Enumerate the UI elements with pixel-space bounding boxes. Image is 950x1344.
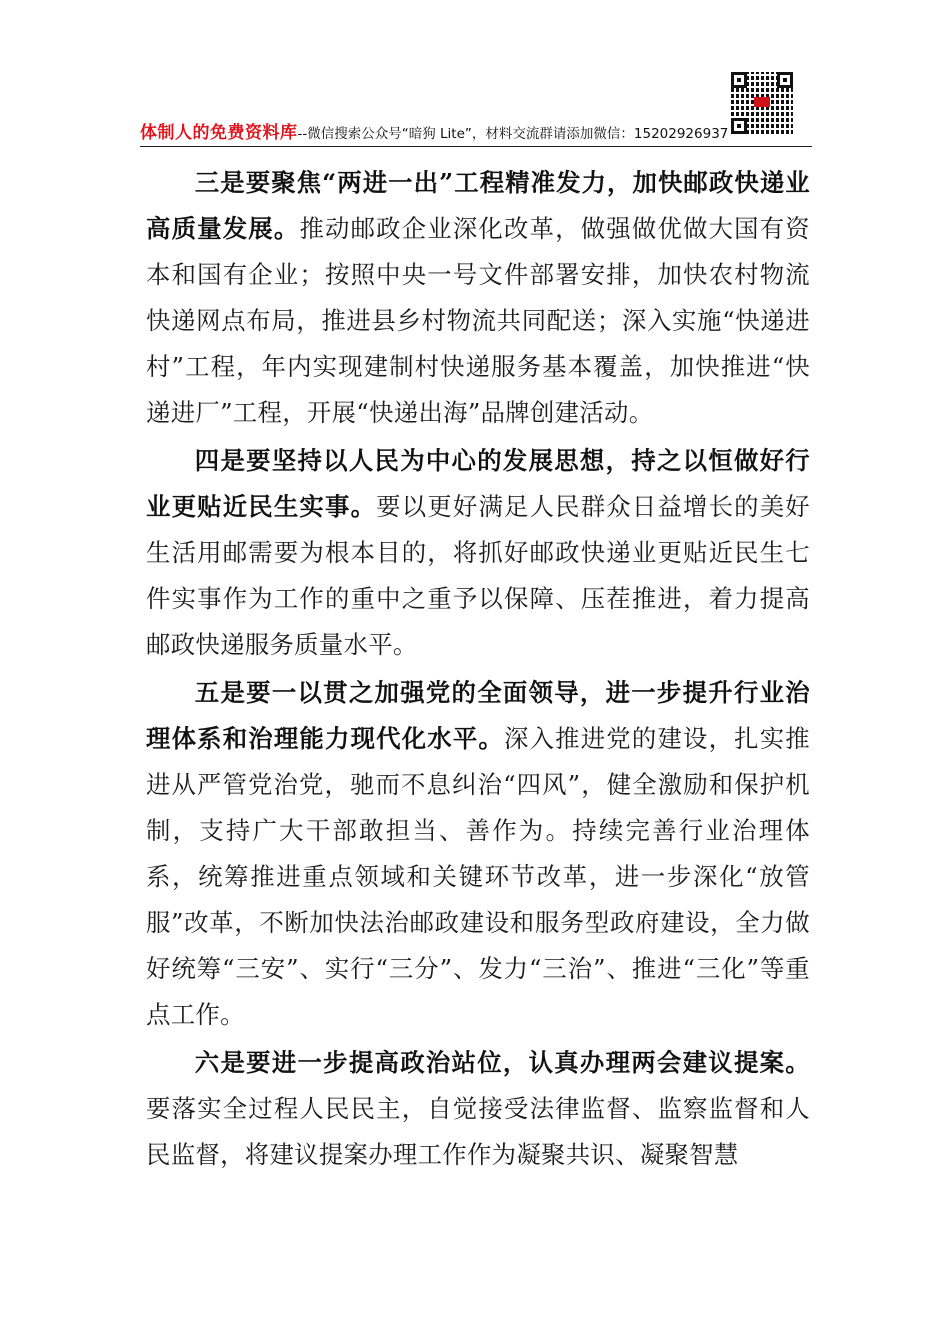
paragraph-body: 深入推进党的建设，扎实推进从严管党治党，驰而不息纠治“四风”，健全激励和保护机制，支持广大干部敢担当、善作为。持续完善行业治理体系，统筹推进重点领域和关键环节改革，进一步深化“放管服”改革，不断加快法治邮政建设和服务型政府建设，全力做好统筹“三安”、实行“三分”、发力“三治”、推进“三化”等重点工作。 [146, 724, 810, 1029]
paragraph-body: 推动邮政企业深化改革，做强做优做大国有资本和国有企业；按照中央一号文件部署安排，加快农村物流快递网点布局，推进县乡村物流共同配送；深入实施“快递进村”工程，年内实现建制村快递服务基本覆盖，加快推进“快递进厂”工程，开展“快递出海”品牌创建活动。 [146, 214, 810, 427]
header-promo: --微信搜索公众号“暗狗 Lite”，材料交流群请添加微信：15202926937 [297, 126, 729, 142]
qr-logo-icon [754, 97, 770, 107]
paragraph-5 [146, 670, 810, 1038]
qr-finder-mark [777, 72, 793, 88]
paragraph-body: 要以更好满足人民群众日益增长的美好生活用邮需要为根本目的，将抓好邮政快递业更贴近民生七件实事作为工作的重中之重予以保障、压茬推进，着力提高邮政快递服务质量水平。 [146, 492, 810, 659]
qr-finder-mark [731, 72, 747, 88]
paragraph-4 [146, 438, 810, 668]
paragraph-3 [146, 160, 810, 436]
header-divider [140, 146, 812, 147]
paragraph-body: 要落实全过程人民民主，自觉接受法律监督、监察监督和人民监督，将建议提案办理工作作为凝聚共识、凝聚智慧 [146, 1094, 810, 1169]
document-body [146, 160, 810, 1180]
page-header [140, 118, 810, 146]
paragraph-lead: 三是要聚焦“两进一出”工程精准发力，加快邮政快递业高质量发展。 [146, 168, 810, 243]
paragraph-lead: 五是要一以贯之加强党的全面领导，进一步提升行业治理体系和治理能力现代化水平。 [146, 678, 810, 753]
paragraph-6 [146, 1040, 810, 1178]
paragraph-lead: 四是要坚持以人民为中心的发展思想，持之以恒做好行业更贴近民生实事。 [146, 446, 810, 521]
paragraph-lead: 六是要进一步提高政治站位，认真办理两会建议提案。 [194, 1048, 810, 1077]
header-brand: 体制人的免费资料库 [140, 123, 298, 143]
